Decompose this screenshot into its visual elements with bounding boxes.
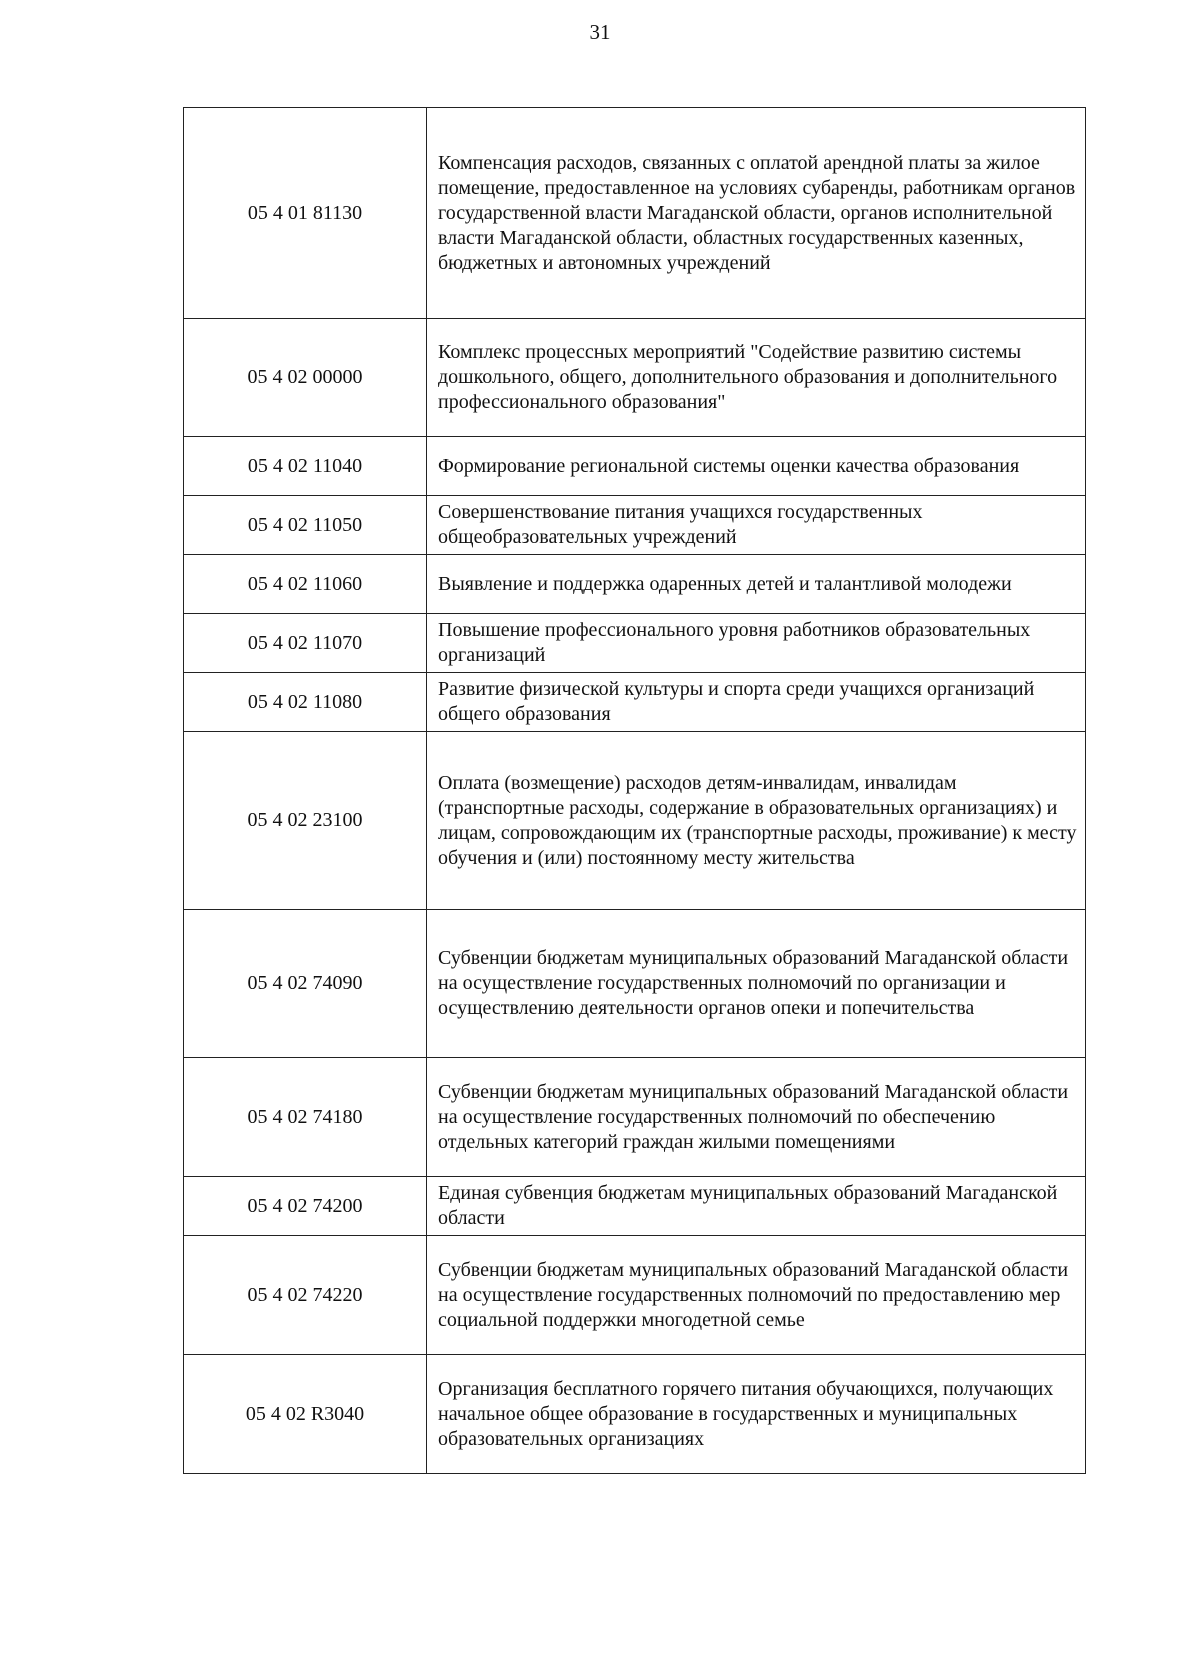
code-cell: 05 4 02 74200	[184, 1177, 427, 1236]
table-row	[184, 673, 1086, 732]
table-row	[184, 437, 1086, 496]
description-cell: Формирование региональной системы оценки качества образования	[427, 437, 1086, 496]
code-cell: 05 4 02 74090	[184, 910, 427, 1058]
table-row	[184, 614, 1086, 673]
code-cell: 05 4 02 00000	[184, 319, 427, 437]
table-body	[184, 108, 1086, 1474]
table-row	[184, 1177, 1086, 1236]
code-cell: 05 4 01 81130	[184, 108, 427, 319]
table-row	[184, 555, 1086, 614]
code-cell: 05 4 02 11080	[184, 673, 427, 732]
code-cell: 05 4 02 11040	[184, 437, 427, 496]
table-row	[184, 1355, 1086, 1474]
description-cell: Комплекс процессных мероприятий "Содействие развитию системы дошкольного, общего, дополнительного образования и дополнительного профессионального образования"	[427, 319, 1086, 437]
table-row	[184, 910, 1086, 1058]
table-row	[184, 319, 1086, 437]
description-cell: Субвенции бюджетам муниципальных образований Магаданской области на осуществление государственных полномочий по обеспечению отдельных категорий граждан жилыми помещениями	[427, 1058, 1086, 1177]
description-cell: Единая субвенция бюджетам муниципальных образований Магаданской области	[427, 1177, 1086, 1236]
description-cell: Организация бесплатного горячего питания обучающихся, получающих начальное общее образование в государственных и муниципальных образовательных организациях	[427, 1355, 1086, 1474]
table-row	[184, 496, 1086, 555]
description-cell: Компенсация расходов, связанных с оплатой арендной платы за жилое помещение, предоставленное на условиях субаренды, работникам органов государственной власти Магаданской области, органов исполнительной власти Магаданской области, областных государственных казенных, бюджетных и автономных учреждений	[427, 108, 1086, 319]
description-cell: Субвенции бюджетам муниципальных образований Магаданской области на осуществление государственных полномочий по предоставлению мер социальной поддержки многодетной семье	[427, 1236, 1086, 1355]
description-cell: Развитие физической культуры и спорта среди учащихся организаций общего образования	[427, 673, 1086, 732]
table-row	[184, 1058, 1086, 1177]
description-cell: Выявление и поддержка одаренных детей и талантливой молодежи	[427, 555, 1086, 614]
table-row	[184, 1236, 1086, 1355]
code-cell: 05 4 02 11070	[184, 614, 427, 673]
code-cell: 05 4 02 R3040	[184, 1355, 427, 1474]
code-cell: 05 4 02 23100	[184, 732, 427, 910]
budget-codes-table	[183, 107, 1086, 1474]
page-number: 31	[589, 20, 611, 44]
description-cell: Совершенствование питания учащихся государственных общеобразовательных учреждений	[427, 496, 1086, 555]
code-cell: 05 4 02 11050	[184, 496, 427, 555]
code-cell: 05 4 02 11060	[184, 555, 427, 614]
description-cell: Оплата (возмещение) расходов детям-инвалидам, инвалидам (транспортные расходы, содержание в образовательных организациях) и лицам, сопровождающим их (транспортные расходы, проживание) к месту обучения и (или) постоянному месту жительства	[427, 732, 1086, 910]
code-cell: 05 4 02 74180	[184, 1058, 427, 1177]
code-cell: 05 4 02 74220	[184, 1236, 427, 1355]
table-row	[184, 732, 1086, 910]
table-row	[184, 108, 1086, 319]
description-cell: Повышение профессионального уровня работников образовательных организаций	[427, 614, 1086, 673]
description-cell: Субвенции бюджетам муниципальных образований Магаданской области на осуществление государственных полномочий по организации и осуществлению деятельности органов опеки и попечительства	[427, 910, 1086, 1058]
